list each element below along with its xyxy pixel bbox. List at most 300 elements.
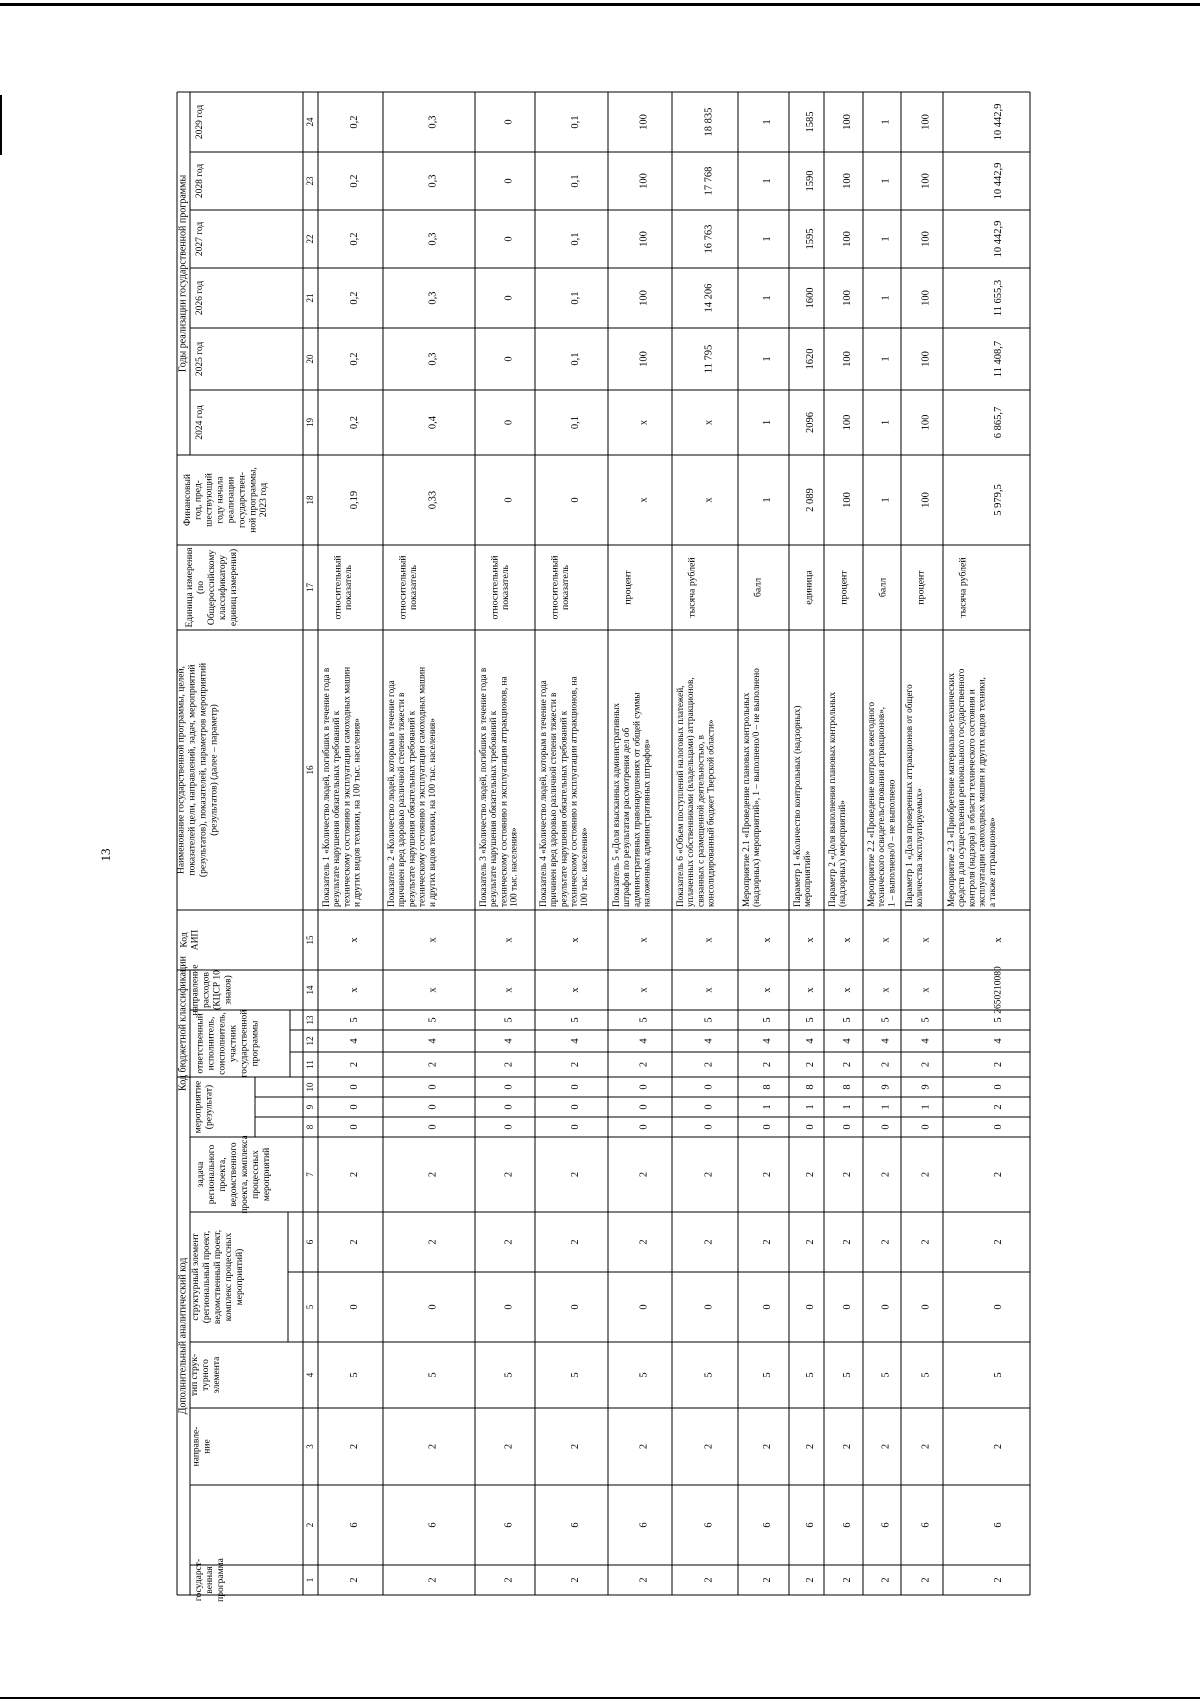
header-col-zadacha: проекта, <box>218 1157 229 1192</box>
row-value-cell: 0,2 <box>349 352 360 366</box>
row-value-cell: 1595 <box>805 228 816 250</box>
row-value-cell: 1 <box>880 119 892 125</box>
column-number: 23 <box>305 176 315 186</box>
row-name-line: Мероприятие 2.1 «Проведение плановых контрольных <box>741 692 751 907</box>
row-code-cell: 2 <box>842 1171 853 1178</box>
row-code-cell: 5 <box>993 1017 1004 1023</box>
row-code-cell: 5 <box>503 1017 515 1023</box>
row-name-line: 100 тыс. населения» <box>508 827 519 907</box>
header-col-unit: Единица измерения <box>185 547 196 628</box>
row-value-cell: 0,3 <box>427 115 439 129</box>
row-name-line: Параметр 2 «Доля выполнения плановых контрольных <box>827 691 837 907</box>
row-code-cell: 2 <box>805 1061 816 1068</box>
row-name-line: Показатель 3 «Количество людей, погибших в течение года в <box>478 667 488 907</box>
row-code-cell: 0 <box>920 1124 932 1130</box>
row-code-cell: 5 <box>920 1372 932 1378</box>
row-code-cell: 0 <box>993 1304 1004 1310</box>
row-code-cell: 2 <box>920 1171 932 1178</box>
row-code-cell: х <box>349 987 360 993</box>
row-value-cell: 0 <box>503 356 515 362</box>
row-code-cell: 6 <box>349 1522 360 1528</box>
row-code-cell: 2 <box>703 1577 715 1583</box>
row-code-cell: 6 <box>842 1522 853 1528</box>
row-value-cell: 0,19 <box>349 490 360 510</box>
row-value-cell: 0 <box>570 497 581 503</box>
row-value-cell: 1 <box>762 295 773 301</box>
row-value-cell: 1 <box>762 356 773 362</box>
row-code-cell: 2 <box>703 1239 715 1245</box>
row-code-cell: 0 <box>920 1304 932 1310</box>
row-value-cell: 10 442,9 <box>993 220 1004 258</box>
row-value-cell: 0 <box>503 236 515 242</box>
row-code-cell: 0 <box>427 1124 439 1130</box>
row-code-cell: 5 <box>880 1372 892 1378</box>
column-number: 7 <box>305 1172 315 1177</box>
row-code-cell: 2 <box>920 1443 932 1450</box>
column-number: 19 <box>305 418 315 427</box>
row-value-cell: 0,1 <box>570 232 581 246</box>
row-code-cell: 5 <box>427 1372 439 1378</box>
row-code-cell: 5 <box>762 1017 773 1023</box>
row-unit: показатель <box>407 564 419 611</box>
row-code-cell: 0 <box>570 1124 581 1130</box>
row-value-cell: 1 <box>880 419 892 426</box>
row-name-line: Параметр 1 «Доля проверенных аттракционов от общего <box>904 684 914 907</box>
row-code-cell: 2 <box>349 1239 360 1245</box>
header-col-struct: комплекс процессных <box>223 1232 234 1322</box>
row-value-cell: 1 <box>762 178 773 184</box>
row-code-cell: 0 <box>427 1084 439 1090</box>
row-code-cell: х <box>993 937 1004 943</box>
row-code-cell: 2 <box>349 1577 360 1583</box>
row-name-line: средств для осуществления регионального государственного <box>956 668 967 907</box>
row-code-cell: 2 <box>993 1104 1004 1110</box>
row-code-cell: 5 <box>427 1017 439 1023</box>
row-code-cell: х <box>805 937 816 943</box>
column-number: 10 <box>305 1082 315 1092</box>
row-value-cell: 0 <box>503 497 515 503</box>
header-col-unit: Общероссийскому <box>207 549 217 626</box>
row-value-cell: 0 <box>503 419 515 426</box>
row-name-line: 1 – выполнено/0 – не выполнено <box>886 779 897 907</box>
row-code-cell: 4 <box>427 1038 439 1044</box>
header-year: 2029 год <box>195 104 205 140</box>
row-name-line: результате нарушения обязательных требований к <box>488 710 499 907</box>
row-value-cell: 1590 <box>805 170 816 192</box>
row-value-cell: 0,1 <box>570 174 581 188</box>
row-code-cell: х <box>638 987 650 993</box>
header-col-struct: мероприятий) <box>234 1248 245 1306</box>
row-code-cell: 2 <box>842 1239 853 1245</box>
row-code-cell: 8 <box>762 1084 773 1090</box>
row-code-cell: 0 <box>703 1104 715 1110</box>
column-number: 16 <box>305 765 315 775</box>
row-code-cell: 2 <box>427 1239 439 1245</box>
row-code-cell: 2 <box>638 1443 650 1450</box>
row-value-cell: 1 <box>880 236 892 242</box>
header-col-tip: турного <box>201 1359 211 1391</box>
row-code-cell: х <box>427 987 439 993</box>
row-code-cell: 5 <box>880 1017 892 1023</box>
row-code-cell: 0 <box>503 1084 515 1090</box>
header-col-zadacha: процессных <box>250 1150 261 1199</box>
header-col-otv: ответственный <box>195 1013 206 1074</box>
row-value-cell: 11 408,7 <box>993 340 1004 378</box>
row-code-cell: 2 <box>503 1577 515 1583</box>
row-code-cell: 0 <box>427 1304 439 1310</box>
row-value-cell: 0,3 <box>427 232 439 246</box>
row-name-line: Мероприятие 2.3 «Приобретение материально-технических <box>946 672 956 907</box>
row-value-cell: 1 <box>762 419 773 426</box>
row-code-cell: 6 <box>993 1522 1004 1528</box>
row-code-cell: 2 <box>993 1239 1004 1245</box>
row-code-cell: 0 <box>349 1124 360 1130</box>
row-value-cell: 0,2 <box>349 415 360 430</box>
row-code-cell: 2 <box>570 1171 581 1178</box>
row-name-line: эксплуатации самоходных машин и других видов техники, <box>976 677 987 907</box>
row-code-cell: 5 <box>703 1017 715 1023</box>
row-value-cell: 0,33 <box>427 490 439 510</box>
row-code-cell: 2 <box>762 1239 773 1245</box>
row-value-cell: 11 795 <box>703 344 715 374</box>
column-number: 14 <box>305 985 315 995</box>
row-value-cell: 0,1 <box>570 352 581 366</box>
column-number: 17 <box>305 583 315 592</box>
row-value-cell: 0,1 <box>570 115 581 129</box>
row-name-line: (надзорных) мероприятий», 1 – выполнено/0 – не выполнено <box>751 668 762 907</box>
row-code-cell: 0 <box>762 1304 773 1310</box>
row-name-line: результате нарушения обязательных требований к <box>558 710 569 907</box>
header-col-gp: венная <box>205 1566 215 1594</box>
row-code-cell: 0 <box>570 1104 581 1110</box>
row-code-cell: х <box>638 937 650 943</box>
row-name-line: Мероприятие 2.2 «Проведение контроля ежегодного <box>866 701 876 907</box>
row-value-cell: 1 <box>880 178 892 184</box>
header-col-zadacha: мероприятий <box>261 1147 272 1202</box>
row-name-line: техническому состоянию и эксплуатации аттракционов, на <box>498 676 509 907</box>
row-code-cell: 5 <box>570 1372 581 1378</box>
row-value-cell: 100 <box>842 414 853 431</box>
row-name-line: Параметр 1 «Количество контрольных (надзорных) <box>792 705 802 907</box>
row-code-cell: 2 <box>842 1061 853 1068</box>
row-code-cell: 0 <box>703 1084 715 1090</box>
column-number: 15 <box>305 935 315 945</box>
header-col-name: (результатов) (далее – параметр) <box>209 704 220 836</box>
row-value-cell: 100 <box>842 231 853 247</box>
row-code-cell: 4 <box>503 1038 515 1044</box>
row-code-cell: 0 <box>427 1104 439 1110</box>
row-value-cell: 0,1 <box>570 415 581 430</box>
row-value-cell: 100 <box>842 492 853 508</box>
row-code-cell: 6 <box>503 1522 515 1528</box>
header-col-zadacha: регионального <box>207 1144 218 1205</box>
row-code-cell: х <box>842 937 853 943</box>
row-code-cell: 2 <box>805 1577 816 1583</box>
row-code-cell: 2 <box>703 1171 715 1178</box>
row-code-cell: 2 <box>427 1061 439 1068</box>
row-code-cell: 2650210080 <box>993 966 1004 1014</box>
row-code-cell: 2 <box>880 1061 892 1068</box>
row-code-cell: 5 <box>503 1372 515 1378</box>
header-year: 2026 год <box>195 280 205 316</box>
row-code-cell: 2 <box>805 1171 816 1178</box>
row-code-cell: 5 <box>570 1017 581 1023</box>
header-col-mer: мероприятие <box>193 1080 204 1134</box>
row-code-cell: 0 <box>993 1124 1004 1130</box>
row-value-cell: 0,2 <box>349 174 360 188</box>
row-unit: балл <box>752 577 764 598</box>
header-group-kbk: Код бюджетной классификации <box>177 956 189 1091</box>
row-code-cell: 5 <box>349 1372 360 1378</box>
row-name-line: а также аттракционов» <box>986 817 997 907</box>
row-value-cell: 18 835 <box>703 107 715 137</box>
row-code-cell: 2 <box>703 1443 715 1450</box>
header-col-otv: исполнитель, <box>206 1016 217 1071</box>
header-col-fin: год, пред- <box>193 480 204 520</box>
column-number: 20 <box>305 354 315 364</box>
row-code-cell: 4 <box>920 1038 932 1044</box>
row-value-cell: 100 <box>842 351 853 367</box>
row-name-line: причинен вред здоровью различной степени тяжести в <box>396 692 407 907</box>
header-col-fin: ной программы, <box>248 467 259 533</box>
header-col-zadacha: проекта, комплекса <box>239 1135 250 1214</box>
row-code-cell: 2 <box>805 1239 816 1245</box>
row-value-cell: 1 <box>880 497 892 503</box>
row-value-cell: 1600 <box>805 287 816 309</box>
row-value-cell: 100 <box>842 114 853 130</box>
row-name-line: (надзорных) мероприятий» <box>837 800 848 907</box>
row-value-cell: 100 <box>920 231 932 247</box>
row-code-cell: 4 <box>570 1038 581 1044</box>
row-name-line: причинен вред здоровью различной степени тяжести в <box>548 692 559 907</box>
row-name-line: наложенных административных штрафов» <box>641 739 652 907</box>
header-col-fin: году начала <box>215 476 226 524</box>
row-code-cell: 0 <box>638 1304 650 1310</box>
row-code-cell: 6 <box>805 1522 816 1528</box>
row-value-cell: х <box>638 497 650 503</box>
row-code-cell: 0 <box>638 1104 650 1110</box>
row-code-cell: 4 <box>993 1038 1004 1044</box>
column-number: 9 <box>305 1104 315 1110</box>
row-code-cell: 2 <box>570 1577 581 1583</box>
row-value-cell: 1 <box>762 236 773 242</box>
row-name-line: консолидированный бюджет Тверской области» <box>705 719 716 907</box>
header-col-gp: программа <box>215 1558 226 1602</box>
header-year: 2028 год <box>195 163 205 199</box>
row-unit: показатель <box>342 564 354 611</box>
row-unit: относительный <box>397 555 409 620</box>
row-value-cell: х <box>703 497 715 503</box>
row-code-cell: х <box>703 937 715 943</box>
header-col-struct: структурный элемент <box>191 1233 202 1321</box>
row-value-cell: 1 <box>762 119 773 125</box>
row-code-cell: 6 <box>880 1522 892 1528</box>
header-col-rash: знаков) <box>223 975 234 1005</box>
row-code-cell: 1 <box>762 1104 773 1110</box>
row-code-cell: 1 <box>920 1104 932 1110</box>
row-code-cell: 2 <box>503 1443 515 1450</box>
header-col-otv: программы <box>250 1020 261 1067</box>
column-number: 8 <box>305 1124 315 1130</box>
row-code-cell: 9 <box>880 1084 892 1090</box>
row-value-cell: 100 <box>638 351 650 367</box>
row-code-cell: 2 <box>920 1577 932 1583</box>
row-code-cell: 5 <box>842 1017 853 1023</box>
header-year: 2024 год <box>195 405 205 440</box>
header-col-rash: направление <box>190 964 201 1016</box>
row-value-cell: 100 <box>920 290 932 306</box>
header-col-struct: ведомственный проект, <box>213 1229 223 1325</box>
row-code-cell: 2 <box>762 1443 773 1450</box>
row-name-line: технического освидетельствования аттракционов», <box>876 706 887 907</box>
row-code-cell: 2 <box>993 1061 1004 1068</box>
row-code-cell: х <box>570 987 581 993</box>
row-code-cell: 9 <box>920 1084 932 1090</box>
header-col-rash: (КЦСР 10 <box>212 970 223 1010</box>
column-number: 1 <box>305 1577 315 1583</box>
row-code-cell: 6 <box>762 1522 773 1528</box>
column-number: 24 <box>305 117 315 127</box>
row-code-cell: 0 <box>503 1124 515 1130</box>
row-value-cell: 10 442,9 <box>993 103 1004 141</box>
row-name-line: мероприятий» <box>802 850 813 907</box>
row-unit: показатель <box>559 564 571 611</box>
row-code-cell: 0 <box>570 1304 581 1310</box>
row-code-cell: х <box>703 987 715 993</box>
row-code-cell: 0 <box>638 1084 650 1090</box>
header-col-fin: Финансовый <box>182 474 193 526</box>
column-number: 18 <box>305 495 315 505</box>
row-name-line: административных правонарушениях от общей суммы <box>631 692 642 907</box>
row-name-line: результате нарушения обязательных требований к <box>331 710 342 907</box>
row-code-cell: 5 <box>762 1372 773 1378</box>
column-number: 3 <box>305 1444 315 1449</box>
row-code-cell: 2 <box>805 1443 816 1450</box>
row-code-cell: 2 <box>880 1443 892 1450</box>
header-year: 2027 год <box>195 221 205 257</box>
row-name-line: техническому состоянию и эксплуатации аттракционов, на <box>568 676 579 907</box>
header-col-name: показателей цели, направлений, задач, мероприятий <box>187 664 198 876</box>
row-code-cell: 4 <box>638 1038 650 1044</box>
row-value-cell: 100 <box>638 290 650 306</box>
row-code-cell: 2 <box>880 1171 892 1178</box>
row-code-cell: 4 <box>880 1038 892 1044</box>
row-code-cell: 2 <box>993 1171 1004 1178</box>
row-code-cell: 2 <box>503 1171 515 1178</box>
row-value-cell: 16 763 <box>703 224 715 254</box>
row-code-cell: 0 <box>880 1124 892 1130</box>
row-code-cell: 2 <box>570 1061 581 1068</box>
header-col-rash: расходов <box>201 972 212 1008</box>
row-code-cell: 0 <box>503 1104 515 1110</box>
row-unit: процент <box>622 570 634 605</box>
header-col-fin: реализации <box>226 476 237 524</box>
row-value-cell: 100 <box>920 351 932 367</box>
row-value-cell: 100 <box>920 114 932 130</box>
row-unit: единица <box>803 570 815 605</box>
row-code-cell: 5 <box>349 1017 360 1023</box>
header-col-aip: Код <box>179 932 190 948</box>
row-code-cell: х <box>842 987 853 993</box>
row-value-cell: 1 <box>880 295 892 301</box>
header-col-tip: тип струк- <box>190 1353 201 1397</box>
row-value-cell: 0 <box>503 178 515 184</box>
column-number: 6 <box>305 1239 315 1245</box>
row-code-cell: 2 <box>993 1443 1004 1450</box>
column-number: 4 <box>305 1372 315 1378</box>
header-col-mer: (результат) <box>204 1084 215 1130</box>
header-col-zadacha: задача <box>196 1161 207 1188</box>
row-code-cell: 5 <box>805 1017 816 1023</box>
row-code-cell: 2 <box>762 1577 773 1583</box>
row-code-cell: 5 <box>703 1372 715 1378</box>
header-col-otv: участник <box>228 1025 239 1062</box>
row-code-cell: 0 <box>503 1304 515 1310</box>
row-name-line: Показатель 6 «Объем поступлений налоговых платежей, <box>675 685 685 907</box>
header-col-napr: направле- <box>191 1426 202 1467</box>
row-unit: процент <box>838 570 850 605</box>
row-code-cell: х <box>762 987 773 993</box>
row-name-line: штрафов по результатам рассмотрения дел об <box>621 727 632 907</box>
row-code-cell: 0 <box>805 1124 816 1130</box>
row-value-cell: 5 979,5 <box>993 484 1004 516</box>
row-name-line: 100 тыс. населения» <box>578 827 589 907</box>
row-value-cell: 0 <box>503 119 515 125</box>
row-code-cell: 0 <box>842 1124 853 1130</box>
row-name-line: Показатель 5 «Доля взысканных административных <box>611 702 621 907</box>
row-value-cell: 0,2 <box>349 291 360 305</box>
row-value-cell: х <box>703 419 715 426</box>
row-code-cell: 0 <box>805 1304 816 1310</box>
row-value-cell: 100 <box>920 492 932 508</box>
row-code-cell: 2 <box>638 1171 650 1178</box>
row-code-cell: 4 <box>762 1038 773 1044</box>
row-unit: показатель <box>499 564 511 611</box>
row-code-cell: 0 <box>349 1104 360 1110</box>
row-code-cell: 2 <box>427 1171 439 1178</box>
row-name-line: техническому состоянию и эксплуатации самоходных машин <box>416 667 427 907</box>
row-code-cell: 6 <box>427 1522 439 1528</box>
row-name-line: уплаченных собственниками (владельцами) аттракционов, <box>685 677 696 907</box>
row-code-cell: 6 <box>638 1522 650 1528</box>
row-value-cell: 11 655,3 <box>993 279 1004 317</box>
row-code-cell: 2 <box>570 1443 581 1450</box>
row-code-cell: 0 <box>703 1304 715 1310</box>
row-code-cell: 0 <box>880 1304 892 1310</box>
column-number: 12 <box>305 1036 315 1046</box>
row-name-line: и других видов техники, на 100 тыс. населения» <box>351 718 362 907</box>
header-col-napr: ние <box>202 1439 213 1454</box>
header-col-unit: (по <box>196 581 207 594</box>
row-code-cell: 2 <box>762 1061 773 1068</box>
row-value-cell: 0,1 <box>570 291 581 305</box>
row-code-cell: х <box>880 937 892 943</box>
row-code-cell: 0 <box>762 1124 773 1130</box>
row-code-cell: 2 <box>638 1577 650 1583</box>
row-code-cell: 2 <box>638 1061 650 1068</box>
header-col-fin: государствен- <box>237 472 248 528</box>
row-value-cell: 100 <box>638 114 650 130</box>
row-value-cell: х <box>638 419 650 426</box>
row-code-cell: 0 <box>993 1084 1004 1090</box>
row-code-cell: 4 <box>842 1038 853 1044</box>
header-col-unit: классификатору <box>217 555 228 620</box>
row-code-cell: 5 <box>920 1017 932 1023</box>
row-value-cell: 100 <box>638 173 650 189</box>
row-value-cell: 14 206 <box>703 283 715 313</box>
row-name-line: результате нарушения обязательных требований к <box>406 710 417 907</box>
row-code-cell: 5 <box>993 1372 1004 1378</box>
